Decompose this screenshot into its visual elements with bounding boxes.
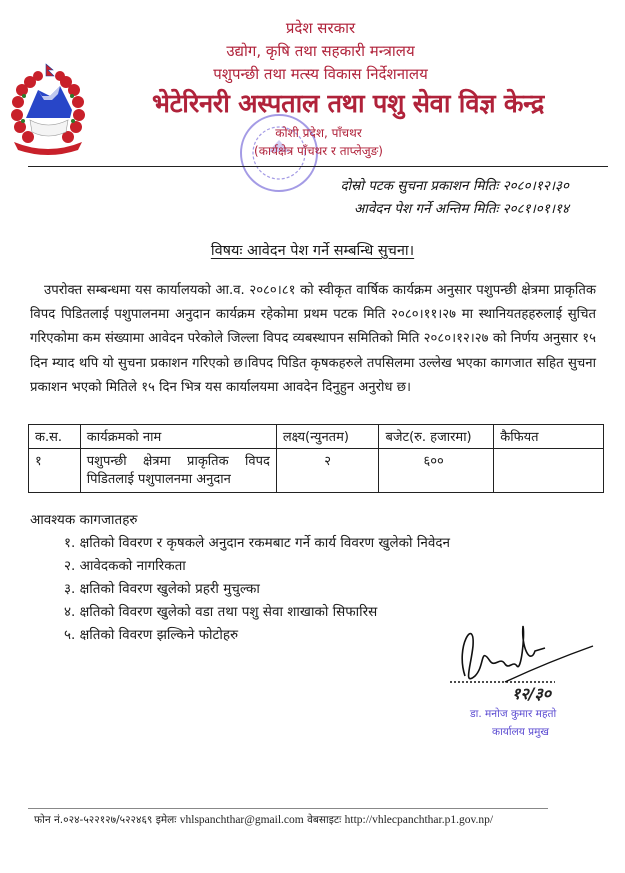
footer-email-label: इमेलः — [155, 814, 177, 826]
office-address: कोशी प्रदेश, पाँचथर — [275, 126, 362, 140]
column-header-serial: क.स. — [29, 425, 81, 449]
column-header-program-name: कार्यक्रमको नाम — [80, 425, 276, 449]
cell-target: २ — [276, 449, 379, 493]
header-province: प्रदेश सरकार — [285, 19, 356, 37]
column-header-remarks: कैफियत — [494, 425, 604, 449]
footer-divider — [28, 808, 548, 809]
list-item: २. आवेदकको नागरिकता — [64, 558, 186, 574]
cell-program-name: पशुपन्छी क्षेत्रमा प्राकृतिक विपद पिडितलाई पशुपालनमा अनुदान — [80, 449, 276, 493]
cell-remarks — [494, 449, 604, 493]
cell-budget: ६०० — [379, 449, 494, 493]
program-table — [28, 424, 604, 493]
office-name: भेटेरिनरी अस्पताल तथा पशु सेवा विज्ञ केन्द्र — [152, 89, 544, 119]
second-publication-date: दोस्रो पटक सुचना प्रकाशन मितिः २०८०।१२।३० — [340, 178, 569, 194]
signature-handwritten-date: १२/३० — [512, 684, 552, 703]
last-submission-date: आवेदन पेश गर्ने अन्तिम मितिः २०८१।०१।१४ — [354, 201, 569, 217]
column-header-target: लक्ष्य(न्युनतम) — [276, 425, 379, 449]
header-ministry: उद्योग, कृषि तथा सहकारी मन्त्रालय — [226, 42, 415, 60]
required-documents-list — [64, 532, 450, 647]
notice-subject: विषयः आवेदन पेश गर्ने सम्बन्धि सुचना। — [210, 243, 415, 259]
footer-website-label: वेबसाइटः — [307, 814, 342, 826]
footer-contact — [34, 813, 493, 827]
header-directorate: पशुपन्छी तथा मत्स्य विकास निर्देशनालय — [213, 65, 428, 83]
signatory-name: डा. मनोज कुमार महतो — [470, 708, 557, 720]
list-item: १. क्षतिको विवरण र कृषकले अनुदान रकमबाट गर्ने कार्य विवरण खुलेको निवेदन — [64, 535, 450, 551]
office-jurisdiction: (कार्यक्षेत्र पाँचथर र ताप्लेजुङ) — [254, 144, 383, 158]
list-item: ३. क्षतिको विवरण खुलेको प्रहरी मुचुल्का — [64, 581, 260, 597]
table-header-row — [29, 425, 604, 449]
signature-icon — [445, 606, 595, 686]
cell-serial: १ — [29, 449, 81, 493]
footer-email-link[interactable]: vhlspanchthar@gmail.com — [179, 814, 304, 826]
notice-body: उपरोक्त सम्बन्धमा यस कार्यालयको आ.व. २०८०।८१ को स्वीकृत वार्षिक कार्यक्रम अनुसार पशुपन्छी क्षेत्रमा प्राकृतिक विपद पिडितलाई पशुपालनमा अनुदान कार्यक्रम रहेकोमा प्रथम पटक मिति २०८०।११।२७ मा स्थानियतहहरुलाई सुचित गरिएकोमा कम संख्यामा आवेदन परेकोले जिल्ला विपद व्यबस्थापन समितिको मिति २०८०।१२।२७ को निर्णय अनुसार १५ दिन म्याद थपि यो सुचना प्रकाशन गरिएको छ।विपद पिडित कृषकहरुले तपसिलमा उल्लेख भएका कागजात सहित सुचना प्रकाशन भएको मितिले १५ दिन भित्र यस कार्यालयमा आवदेन दिनुहुन अनुरोध छ। — [30, 283, 596, 395]
header-divider — [28, 166, 608, 167]
footer-phone: फोन नं.०२४-५२२१२७/५२२४६९ — [34, 814, 153, 826]
list-item: ५. क्षतिको विवरण झल्किने फोटोहरु — [64, 627, 239, 643]
list-item: ४. क्षतिको विवरण खुलेको वडा तथा पशु सेवा शाखाको सिफारिस — [64, 604, 378, 620]
table-row — [29, 449, 604, 493]
required-documents-title: आवश्यक कागजातहरु — [30, 512, 138, 528]
footer-website-link[interactable]: http://vhlecpanchthar.p1.gov.np/ — [344, 814, 494, 826]
signatory-role: कार्यालय प्रमुख — [492, 726, 549, 738]
column-header-budget: बजेट(रु. हजारमा) — [379, 425, 494, 449]
